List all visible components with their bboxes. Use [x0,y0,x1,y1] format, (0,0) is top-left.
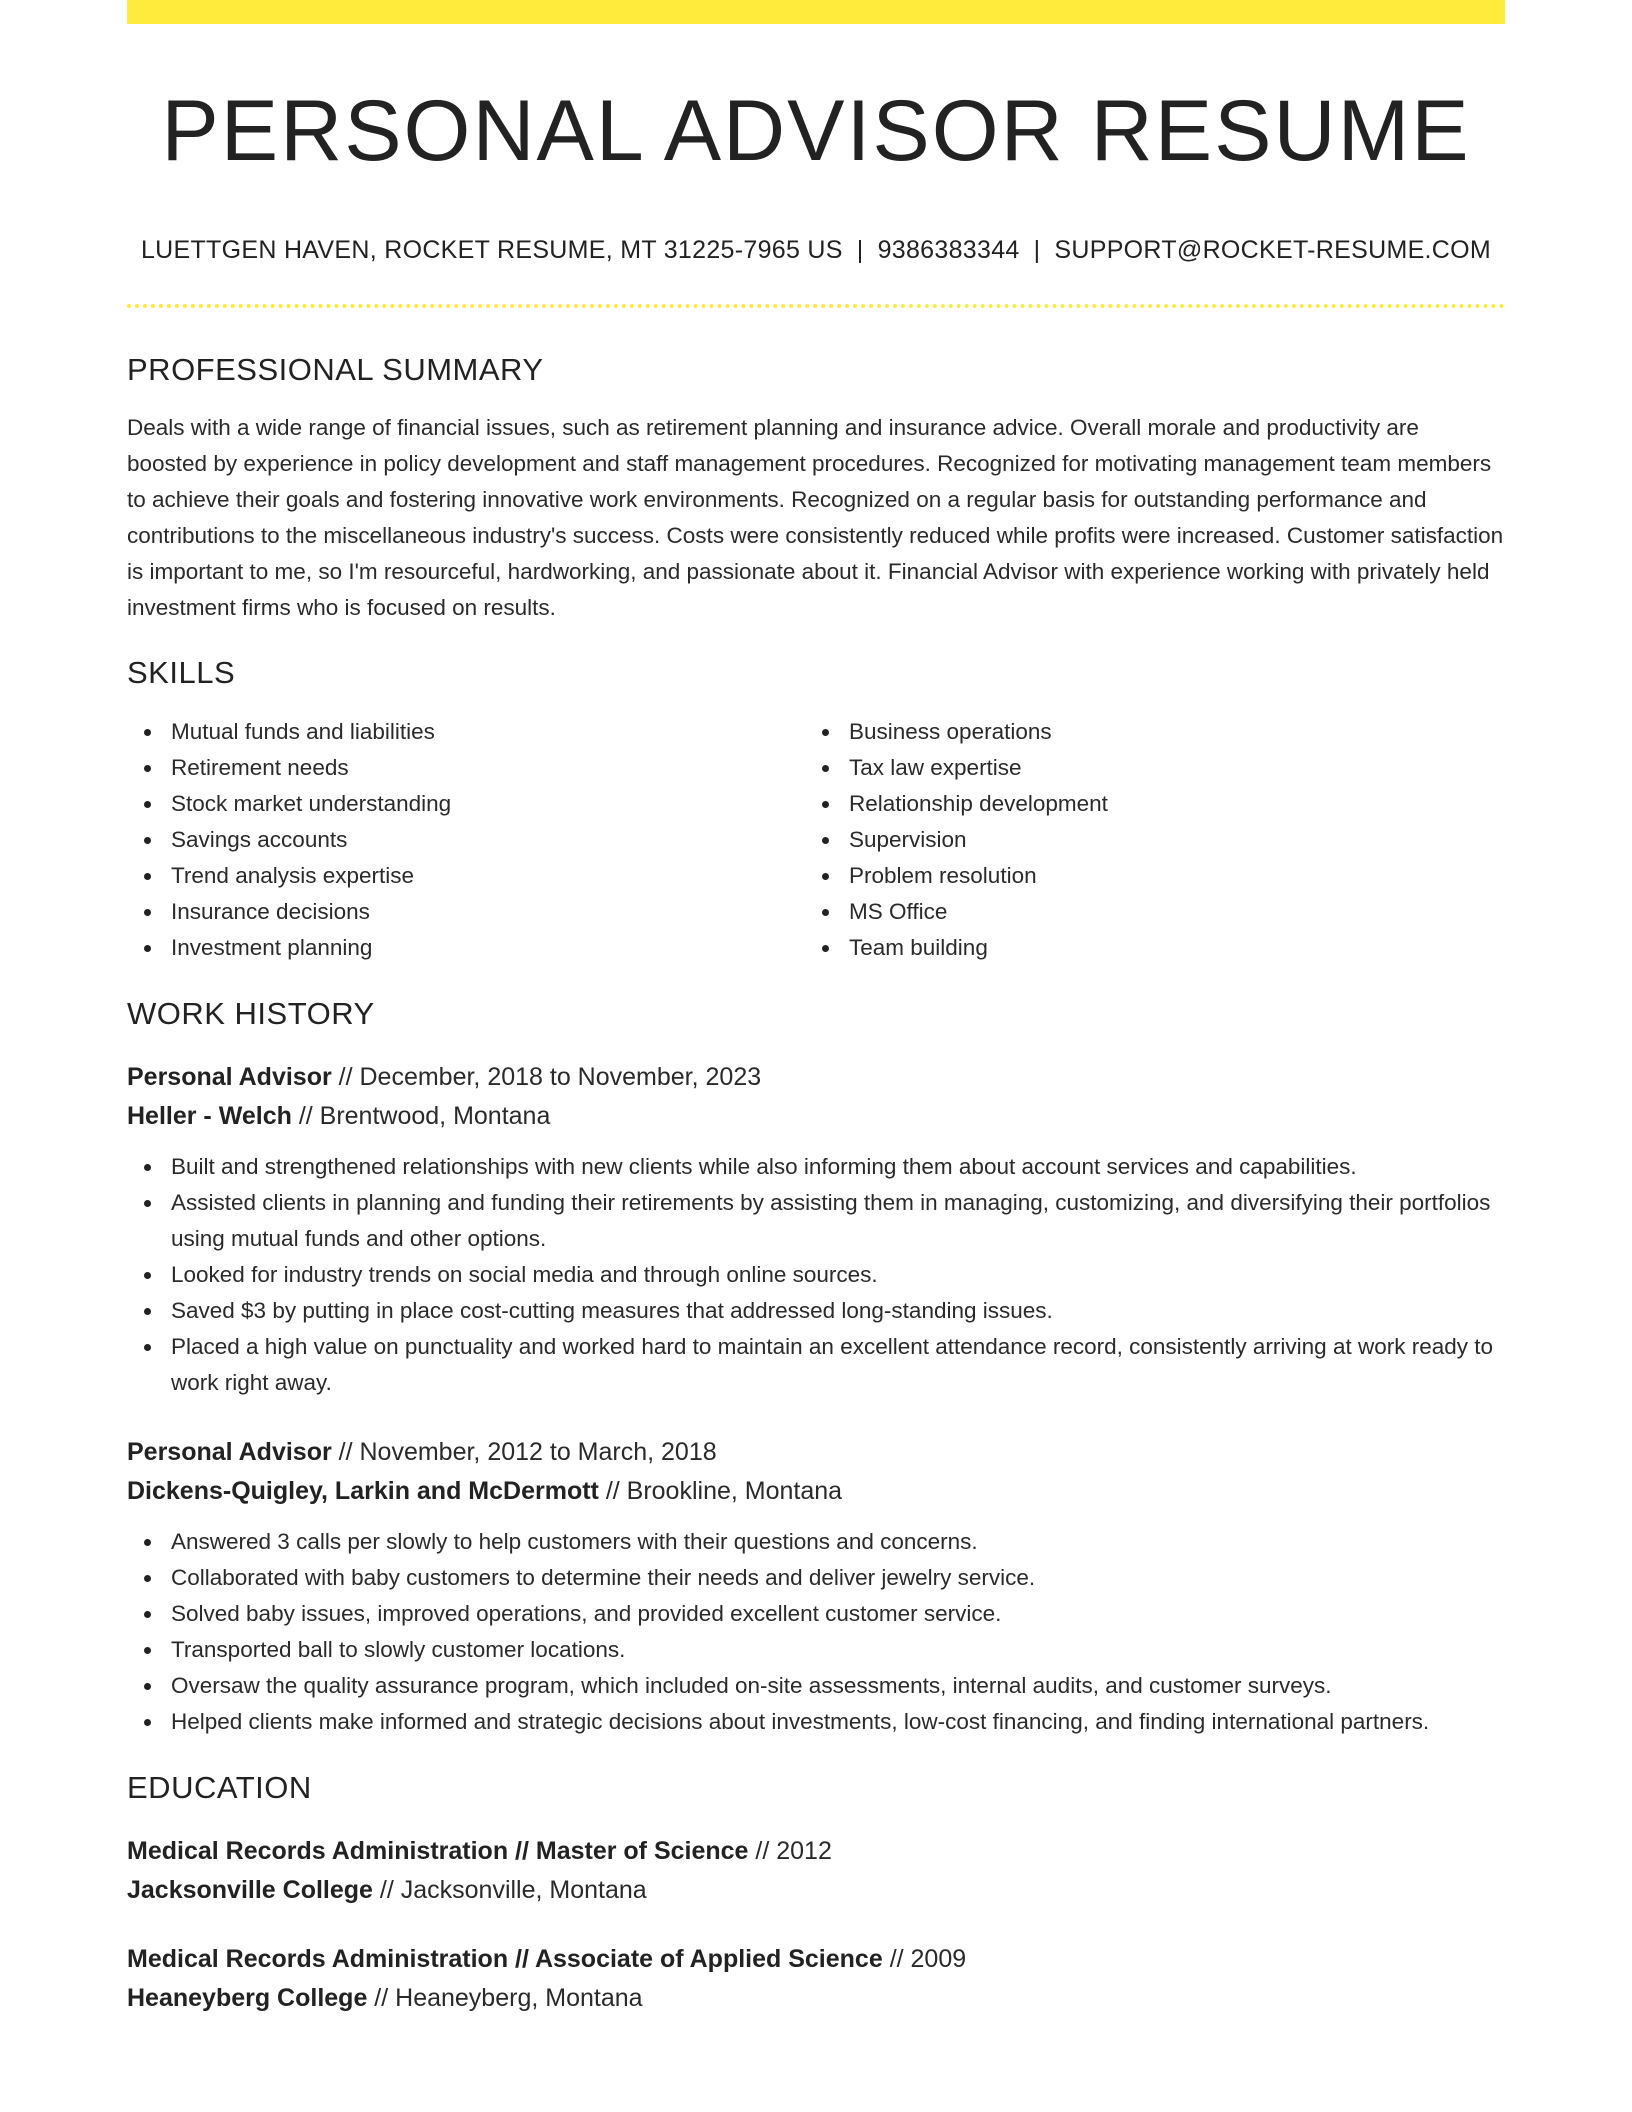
education-entry [127,1940,1505,2018]
job-company-line [127,1472,1505,1511]
job-bullet: Collaborated with baby customers to determine their needs and deliver jewelry service. [171,1560,1505,1596]
resume-title: PERSONAL ADVISOR RESUME [161,83,1471,179]
job-location: // Brentwood, Montana [291,1101,551,1130]
skills-columns [127,714,1505,966]
skill-item: Investment planning [171,930,805,966]
job-bullet: Built and strengthened relationships with new clients while also informing them about account services and capabilities. [171,1149,1505,1185]
education-heading: EDUCATION [127,1769,312,1805]
contact-line [127,236,1505,265]
skill-item: Problem resolution [849,858,1483,894]
education-section [127,1770,1505,2018]
job-bullet: Assisted clients in planning and funding their retirements by assisting them in managing, customizing, and diversifying their portfolios using mutual funds and other options. [171,1185,1505,1257]
job-bullet-list [127,1149,1505,1401]
skills-list-left [127,714,805,966]
skill-item: Business operations [849,714,1483,750]
summary-section [127,352,1505,626]
work-history-section [127,996,1505,1740]
education-degree: Medical Records Administration // Associate of Applied Science [127,1944,883,1973]
job-entry [127,1433,1505,1740]
skill-item: Mutual funds and liabilities [171,714,805,750]
job-company: Heller - Welch [127,1101,292,1130]
job-bullet: Oversaw the quality assurance program, which included on-site assessments, internal audits, and customer surveys. [171,1668,1505,1704]
accent-top-bar [127,0,1505,24]
summary-text: Deals with a wide range of financial issues, such as retirement planning and insurance advice. Overall morale and productivity are boosted by experience in policy development and staff management procedures. Recognized for motivating management team members to achieve their goals and fostering innovative work environments. Recognized on a regular basis for outstanding performance and contributions to the miscellaneous industry's success. Costs were consistently reduced while profits were increased. Customer satisfaction is important to me, so I'm resourceful, hardworking, and passionate about it. Financial Advisor with experience working with privately held investment firms who is focused on results. [127,414,1504,620]
skill-item: Supervision [849,822,1483,858]
job-bullet: Solved baby issues, improved operations, and provided excellent customer service. [171,1596,1505,1632]
skills-section [127,655,1505,966]
contact-separator: | [856,235,864,264]
job-company: Dickens-Quigley, Larkin and McDermott [127,1476,599,1505]
job-title-line [127,1433,1505,1472]
job-bullet-list [127,1524,1505,1740]
skills-list-right [805,714,1483,966]
education-degree-line [127,1832,1505,1871]
education-school: Heaneyberg College [127,1983,368,2012]
job-bullet: Looked for industry trends on social media and through online sources. [171,1257,1505,1293]
skills-column-left [127,714,805,966]
education-year: // 2012 [748,1836,832,1865]
contact-phone: 9386383344 [877,235,1020,264]
job-title-line [127,1058,1505,1097]
job-bullet: Placed a high value on punctuality and worked hard to maintain an excellent attendance record, consistently arriving at work ready to work right away. [171,1329,1505,1401]
summary-heading: PROFESSIONAL SUMMARY [127,351,544,387]
education-degree-line [127,1940,1505,1979]
education-school: Jacksonville College [127,1875,373,1904]
contact-address: LUETTGEN HAVEN, ROCKET RESUME, MT 31225-7965 US [140,235,843,264]
contact-email: SUPPORT@ROCKET-RESUME.COM [1054,235,1492,264]
contact-separator: | [1033,235,1041,264]
education-year: // 2009 [882,1944,967,1973]
job-title: Personal Advisor [127,1437,332,1466]
resume-page [127,0,1505,2018]
education-school-line [127,1871,1505,1910]
education-degree: Medical Records Administration // Master of Science [127,1836,749,1865]
job-dates: // December, 2018 to November, 2023 [331,1062,762,1091]
skill-item: Trend analysis expertise [171,858,805,894]
job-bullet: Saved $3 by putting in place cost-cutting measures that addressed long-standing issues. [171,1293,1505,1329]
skill-item: Insurance decisions [171,894,805,930]
skill-item: Tax law expertise [849,750,1483,786]
skill-item: Savings accounts [171,822,805,858]
job-title: Personal Advisor [127,1062,332,1091]
job-bullet: Transported ball to slowly customer locations. [171,1632,1505,1668]
skill-item: Team building [849,930,1483,966]
job-dates: // November, 2012 to March, 2018 [331,1437,717,1466]
skill-item: Stock market understanding [171,786,805,822]
education-location: // Heaneyberg, Montana [367,1983,643,2012]
skill-item: Retirement needs [171,750,805,786]
education-entry [127,1832,1505,1910]
education-location: // Jacksonville, Montana [372,1875,647,1904]
job-company-line [127,1097,1505,1136]
skill-item: MS Office [849,894,1483,930]
education-school-line [127,1979,1505,2018]
skills-column-right [805,714,1483,966]
job-bullet: Answered 3 calls per slowly to help customers with their questions and concerns. [171,1524,1505,1560]
job-location: // Brookline, Montana [598,1476,843,1505]
job-bullet: Helped clients make informed and strategic decisions about investments, low-cost financing, and finding international partners. [171,1704,1505,1740]
dotted-divider [127,304,1505,308]
work-history-heading: WORK HISTORY [127,995,375,1031]
skills-heading: SKILLS [127,654,236,690]
skill-item: Relationship development [849,786,1483,822]
job-entry [127,1058,1505,1401]
